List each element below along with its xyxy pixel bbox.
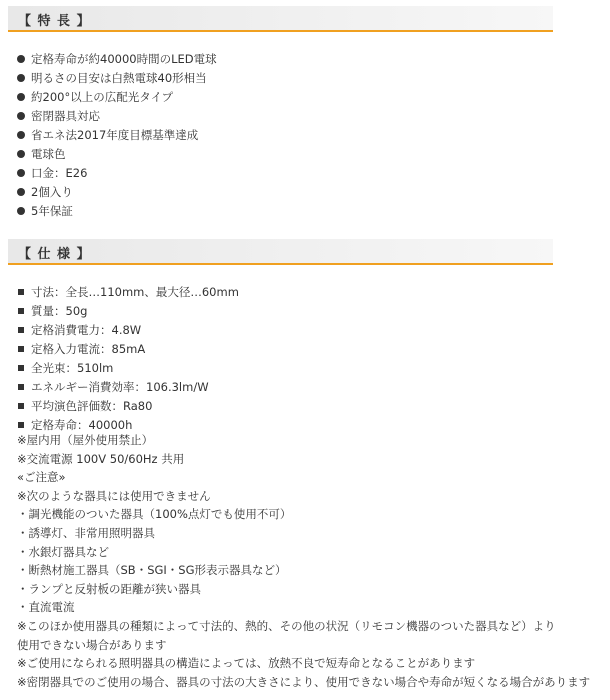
feature-item: 明るさの目安は白熱電球40形相当 [17, 69, 217, 88]
note-line: ※密閉器具でのご使用の場合、器具の寸法の大きさにより、使用できない場合や寿命が短くなる場合があります [17, 674, 591, 689]
feature-item: 5年保証 [17, 202, 217, 221]
feature-item: 口金：E26 [17, 164, 217, 183]
features-header [8, 6, 553, 32]
specs-notes [17, 431, 590, 691]
note-line: ・誘導灯、非常用照明器具 [17, 525, 155, 540]
feature-item: 定格寿命が約40000時間のLED電球 [17, 50, 217, 69]
specs-title: 【 仕 様 】 [18, 247, 91, 262]
specs-list [17, 283, 239, 435]
feature-item: 電球色 [17, 145, 217, 164]
note-line: ・直流電流 [17, 600, 75, 615]
note-line: ※交流電源 100V 50/60Hz 共用 [17, 451, 185, 466]
spec-item: エネルギー消費効率：106.3lm/W [17, 378, 239, 397]
spec-item: 定格入力電流：85mA [17, 340, 239, 359]
note-line: 使用できない場合があります [17, 637, 167, 652]
note-line: ・ランプと反射板の距離が狭い器具 [17, 581, 201, 596]
note-line: ・水銀灯器具など [17, 544, 109, 559]
spec-item: 質量：50g [17, 302, 239, 321]
feature-item: 密閉器具対応 [17, 107, 217, 126]
specs-header [8, 239, 553, 265]
note-line: ※ご使用になられる照明器具の構造によっては、放熱不良で短寿命となることがあります [17, 656, 476, 671]
note-line: «ご注意» [17, 470, 66, 485]
note-line: ※このほか使用器具の種類によって寸法的、熱的、その他の状況（リモコン機器のついた器具など）より [17, 618, 556, 633]
features-title: 【 特 長 】 [18, 14, 91, 29]
note-line: ・断熱材施工器具（SB・SGI・SG形表示器具など） [17, 563, 287, 578]
features-list [17, 50, 217, 221]
feature-item: 2個入り [17, 183, 217, 202]
spec-item: 定格消費電力：4.8W [17, 321, 239, 340]
spec-item: 寸法：全長…110mm、最大径…60mm [17, 283, 239, 302]
note-line: ※次のような器具には使用できません [17, 488, 211, 503]
spec-item: 平均演色評価数：Ra80 [17, 397, 239, 416]
feature-item: 省エネ法2017年度目標基準達成 [17, 126, 217, 145]
feature-item: 約200°以上の広配光タイプ [17, 88, 217, 107]
spec-item: 全光束：510lm [17, 359, 239, 378]
spec-item: 定格寿命：40000h [17, 416, 239, 435]
note-line: ※屋内用（屋外使用禁止） [17, 433, 154, 447]
note-line: ・調光機能のついた器具（100%点灯でも使用不可） [17, 507, 292, 522]
